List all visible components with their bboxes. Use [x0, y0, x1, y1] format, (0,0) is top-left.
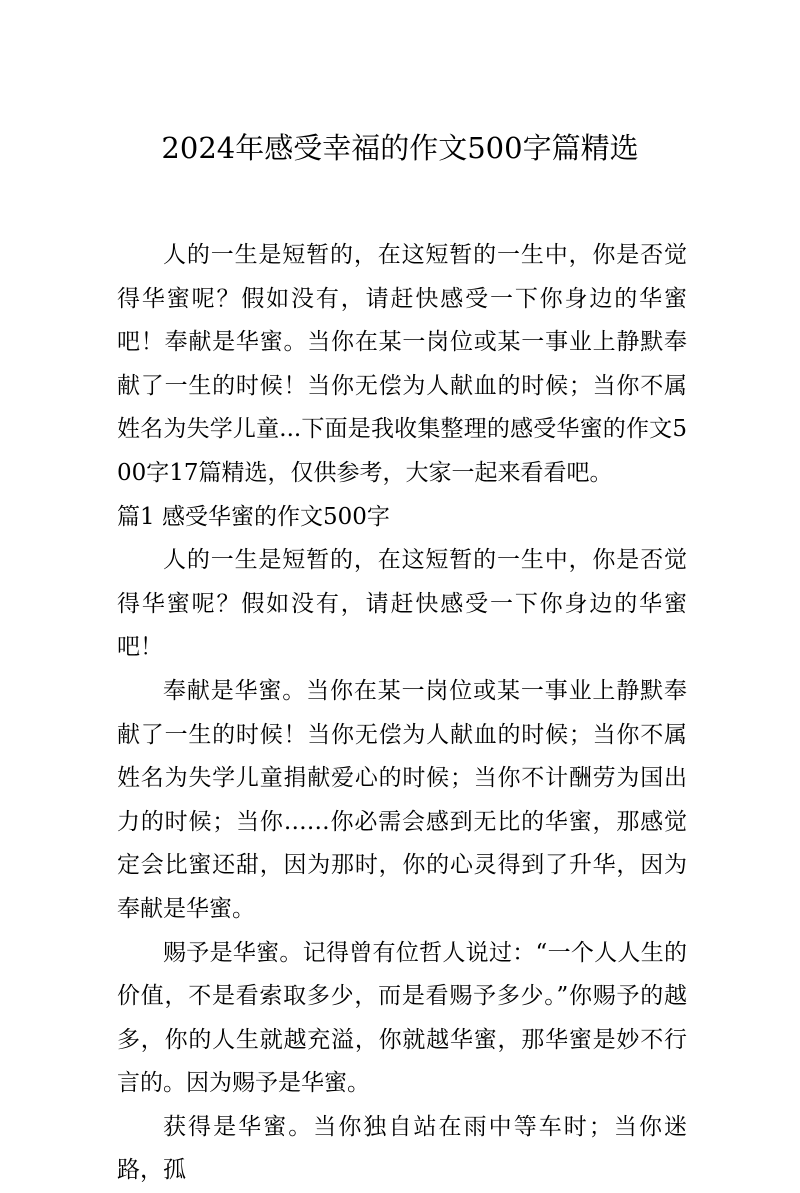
- paragraph-intro: 人的一生是短暂的，在这短暂的一生中，你是否觉得华蜜呢？假如没有，请赶快感受一下你身边的华蜜吧！奉献是华蜜。当你在某一岗位或某一事业上静默奉献了一生的时候！当你无偿为人献血的时候；当你不属姓名为失学儿童...下面是我收集整理的感受华蜜的作文500字17篇精选，仅供参考，大家一起来看看吧。: [117, 242, 687, 486]
- document-body: [117, 234, 687, 1193]
- paragraph: 赐予是华蜜。记得曾有位哲人说过：“一个人人生的价值，不是看索取多少，而是看赐予多少。”你赐予的越多，你的人生就越充溢，你就越华蜜，那华蜜是妙不行言的。因为赐予是华蜜。: [117, 939, 687, 1097]
- section-heading: 篇1 感受华蜜的作文500字: [117, 503, 390, 530]
- paragraph: 奉献是华蜜。当你在某一岗位或某一事业上静默奉献了一生的时候！当你无偿为人献血的时候；当你不属姓名为失学儿童捐献爱心的时候；当你不计酬劳为国出力的时候；当你……你必需会感到无比的华蜜，那感觉定会比蜜还甜，因为那时，你的心灵得到了升华，因为奉献是华蜜。: [117, 677, 687, 922]
- paragraph: 人的一生是短暂的，在这短暂的一生中，你是否觉得华蜜呢？假如没有，请赶快感受一下你身边的华蜜吧！: [117, 547, 687, 661]
- document-title: 2024年感受幸福的作文500字篇精选: [161, 131, 639, 165]
- paragraph: 获得是华蜜。当你独自站在雨中等车时；当你迷路，孤: [117, 1113, 687, 1184]
